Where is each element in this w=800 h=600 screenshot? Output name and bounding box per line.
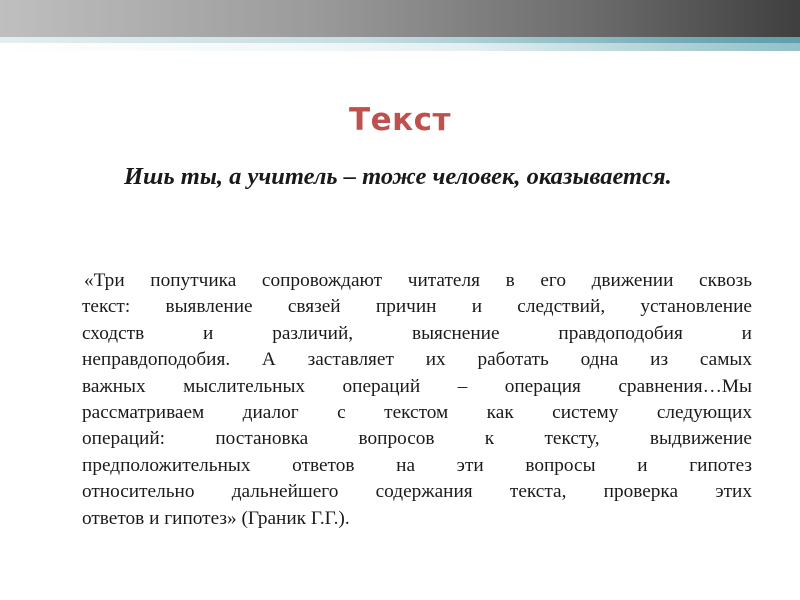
quote-line: относительно дальнейшего содержания текста, проверка этих [82,481,752,503]
quote-line: сходств и различий, выяснение правдоподобия и [82,322,752,344]
header-band-dark [0,0,800,37]
quote-line: рассматриваем диалог с текстом как систему следующих [82,402,752,424]
quote-line: ответов и гипотез» (Граник Г.Г.). [82,507,350,529]
quote-line: важных мыслительных операций – операция сравнения…Мы [82,375,752,397]
header-band-accent [470,37,800,51]
quote-line: неправдоподобия. А заставляет их работать одна из самых [82,349,752,371]
quote-line: текст: выявление связей причин и следствий, установление [82,296,752,318]
quote-line: «Три попутчика сопровождают читателя в его движении сквозь [84,270,752,291]
epigraph: Ишь ты, а учитель – тоже человек, оказывается. [124,163,672,190]
quote-paragraph [82,268,752,532]
slide-title: Текст [348,102,452,138]
quote-line: предположительных ответов на эти вопросы и гипотез [82,454,752,476]
quote-line: операций: постановка вопросов к тексту, выдвижение [82,428,752,450]
